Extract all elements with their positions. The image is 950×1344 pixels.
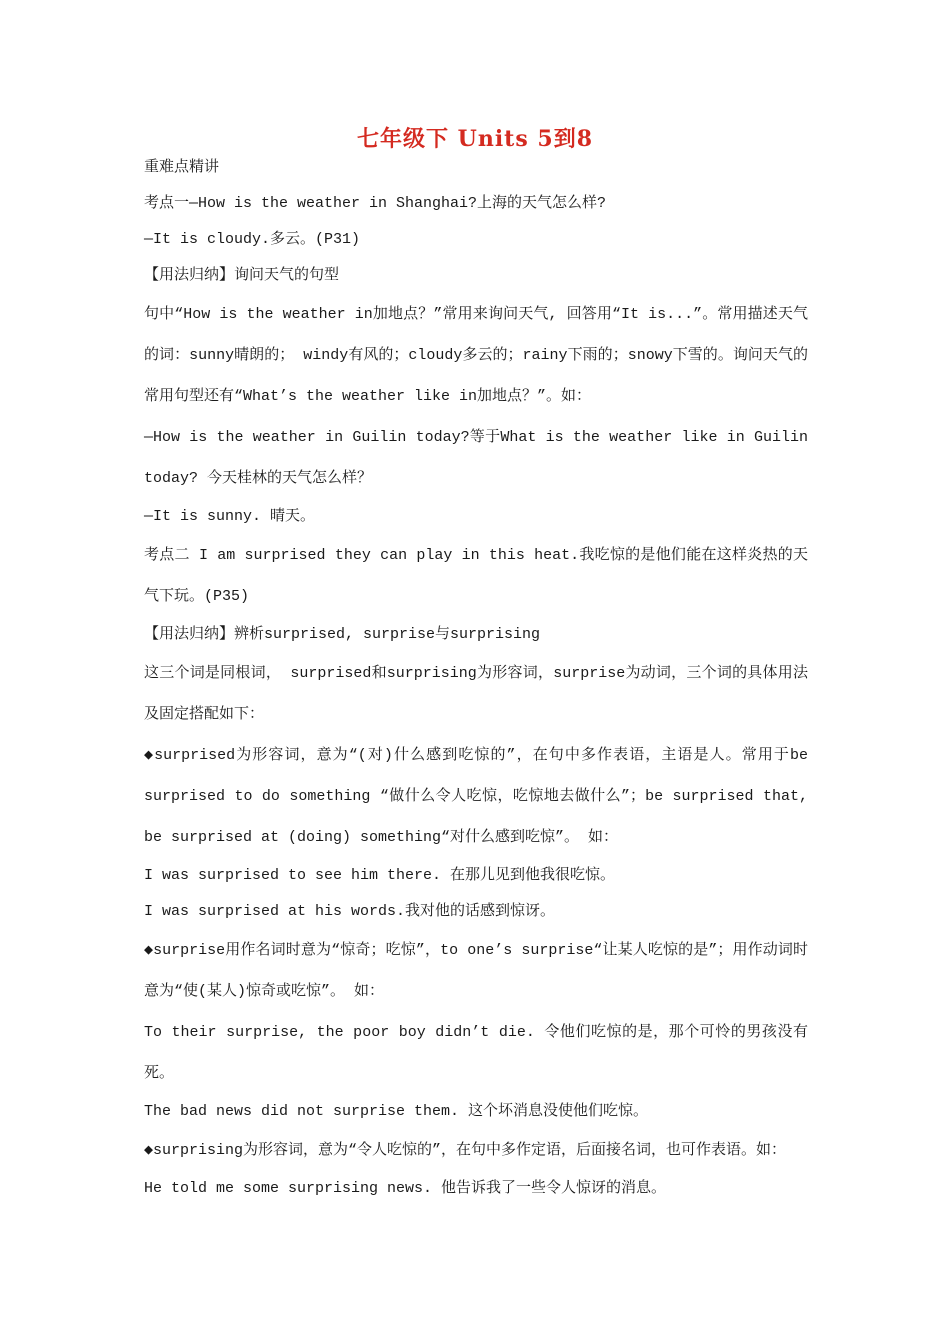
weather-explanation: 句中“How is the weather in加地点？”常用来询问天气, 回答用“It is...”。常用描述天气的词：sunny晴朗的； windy有风的；cloudy多云的；rainy下雨的；snowy下雪的。询问天气的常用句型还有“What’s the weather like in加地点？”。如：	[144, 306, 808, 405]
surprise-intro: 这三个词是同根词， surprised和surprising为形容词，surprise为动词，三个词的具体用法及固定搭配如下：	[144, 665, 808, 723]
usage-heading-weather: 【用法归纳】询问天气的句型	[144, 267, 340, 284]
surprised-explanation: ◆surprised为形容词，意为“(对)什么感到吃惊的”，在句中多作表语，主语是人。常用于be surprised to do something “做什么令人吃惊，吃惊地去做什么”；be surprised that, be surprised at (doing) something“对什么感到吃惊”。 如：	[144, 747, 808, 846]
point-one-question: 考点一—How is the weather in Shanghai?上海的天气怎么样?	[144, 195, 607, 212]
surprise-example-1: To their surprise, the poor boy didn’t die. 令他们吃惊的是，那个可怜的男孩没有死。	[144, 1024, 808, 1082]
surprising-example: He told me some surprising news. 他告诉我了一些令人惊讶的消息。	[144, 1180, 667, 1197]
document-body	[144, 150, 808, 1207]
surprising-explanation: ◆surprising为形容词，意为“令人吃惊的”，在句中多作定语，后面接名词，也可作表语。如：	[144, 1142, 787, 1159]
usage-heading-surprise: 【用法归纳】辨析surprised, surprise与surprising	[144, 626, 541, 643]
weather-example-answer: —It is sunny. 晴天。	[144, 508, 316, 525]
surprised-example-2: I was surprised at his words.我对他的话感到惊讶。	[144, 903, 556, 920]
surprise-explanation: ◆surprise用作名词时意为“惊奇；吃惊”，to one’s surprise“让某人吃惊的是”；用作动词时意为“使(某人)惊奇或吃惊”。 如：	[144, 942, 808, 1000]
point-one-answer: —It is cloudy.多云。(P31)	[144, 231, 361, 248]
surprised-example-1: I was surprised to see him there. 在那儿见到他我很吃惊。	[144, 867, 616, 884]
page-title: 七年级下 Units 5到8	[356, 126, 594, 152]
section-heading: 重难点精讲	[144, 159, 220, 176]
weather-example-question: —How is the weather in Guilin today?等于What is the weather like in Guilin today? 今天桂林的天气怎么样？	[144, 429, 808, 487]
point-two-sentence: 考点二 I am surprised they can play in this heat.我吃惊的是他们能在这样炎热的天气下玩。(P35)	[144, 547, 808, 605]
surprise-example-2: The bad news did not surprise them. 这个坏消息没使他们吃惊。	[144, 1103, 649, 1120]
